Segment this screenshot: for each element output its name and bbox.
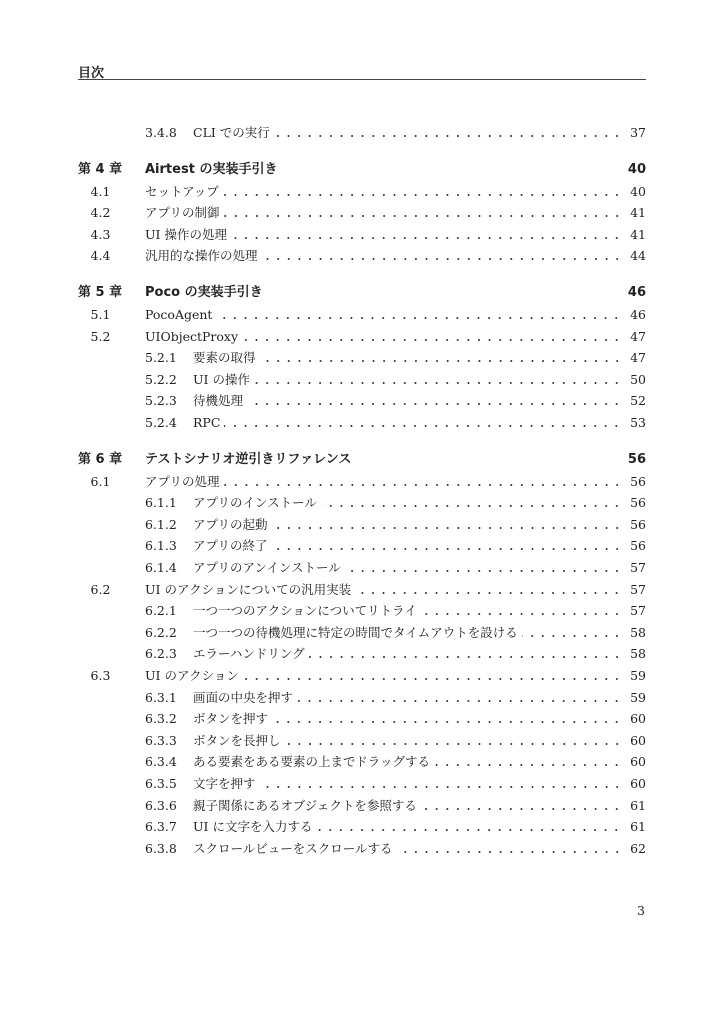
toc-entry-page: 57 <box>630 603 646 619</box>
toc-entry-title: 画面の中央を押す <box>193 689 294 705</box>
toc-entry-title: UI のアクション <box>145 668 239 683</box>
toc-entry-number: 第 4 章 <box>78 162 123 177</box>
toc-entry-subsection[interactable] <box>78 839 646 859</box>
toc-entry-page: 52 <box>630 393 646 409</box>
toc-entry-number: 4.3 <box>90 226 111 242</box>
toc-entry-page: 58 <box>630 624 646 640</box>
toc-entry-number: 6.3.8 <box>145 840 177 856</box>
toc-entry-section[interactable] <box>78 472 646 492</box>
toc-entry-title: アプリのインストール <box>193 495 317 511</box>
toc-entry-page: 60 <box>630 776 646 791</box>
dot-leader <box>421 804 622 814</box>
toc-entry-subsection[interactable] <box>78 709 646 729</box>
toc-entry-title: PocoAgent <box>145 307 213 322</box>
toc-entry-number: 6.1.4 <box>145 560 177 575</box>
dot-leader <box>272 717 622 727</box>
toc-entry-subsection[interactable] <box>78 370 646 390</box>
toc-entry-chapter[interactable] <box>78 450 646 470</box>
toc-entry-title: Airtest の実装手引き <box>145 162 278 177</box>
toc-entry-number: 6.3.7 <box>145 819 177 835</box>
toc-entry-number: 6.2.3 <box>145 646 177 662</box>
toc-entry-title: CLI での実行 <box>193 125 270 140</box>
toc-entry-title: アプリのアンインストール <box>193 560 341 575</box>
dot-leader <box>272 544 622 554</box>
toc-entry-number: 6.3.6 <box>145 797 177 813</box>
toc-entry-title: Poco の実装手引き <box>145 285 263 301</box>
dot-leader <box>272 523 622 533</box>
toc-entry-section[interactable] <box>78 666 646 686</box>
toc-entry-page: 61 <box>630 797 646 813</box>
toc-entry-subsection[interactable] <box>78 774 646 794</box>
toc-entry-section[interactable] <box>78 305 646 325</box>
page-number: 3 <box>637 903 645 918</box>
toc-entry-page: 37 <box>630 125 646 140</box>
dot-leader <box>434 760 622 770</box>
toc-entry-subsection[interactable] <box>78 123 646 143</box>
toc-entry-page: 56 <box>630 538 646 554</box>
dot-leader <box>223 190 622 200</box>
toc-entry-subsection[interactable] <box>78 623 646 643</box>
toc-entry-number: 5.2.3 <box>145 393 177 409</box>
toc-entry-page: 44 <box>630 248 646 264</box>
toc-entry-page: 61 <box>630 819 646 835</box>
toc-entry-title: アプリの終了 <box>193 538 268 554</box>
toc-entry-number: 5.2.1 <box>145 350 177 366</box>
toc-entry-number: 第 5 章 <box>78 285 123 301</box>
toc-entry-title: ボタンを長押し <box>193 732 281 748</box>
toc-entry-title: ある要素をある要素の上までドラッグする <box>193 754 431 770</box>
toc-entry-subsection[interactable] <box>78 348 646 368</box>
dot-leader <box>224 211 622 221</box>
toc-entry-page: 50 <box>630 371 646 387</box>
toc-entry-number: 6.2.2 <box>145 624 177 640</box>
toc-entry-number: 6.2.1 <box>145 603 177 619</box>
toc-entry-number: 6.3.4 <box>145 754 177 770</box>
header-title: 目次 <box>78 66 105 81</box>
toc-entry-number: 5.2.4 <box>145 415 177 430</box>
toc-entry-page: 41 <box>630 226 646 242</box>
toc-entry-page: 58 <box>630 646 646 662</box>
dot-leader <box>224 480 622 490</box>
toc-entry-chapter[interactable] <box>78 283 646 303</box>
toc-entry-number: 6.3 <box>90 668 111 683</box>
toc-entry-page: 59 <box>630 689 646 705</box>
dot-leader <box>345 566 622 576</box>
toc-entry-section[interactable] <box>78 182 646 202</box>
toc-entry-page: 53 <box>630 415 646 430</box>
toc-entry-title: UI に文字を入力する <box>193 819 313 835</box>
dot-leader <box>297 696 622 706</box>
toc-entry-section[interactable] <box>78 225 646 245</box>
toc-entry-title: アプリの制御 <box>145 205 220 221</box>
toc-entry-subsection[interactable] <box>78 391 646 411</box>
toc-entry-number: 第 6 章 <box>78 452 123 467</box>
toc-entry-page: 56 <box>630 495 646 511</box>
toc-entry-page: 60 <box>630 754 646 770</box>
toc-entry-title: 文字を押す <box>193 776 256 791</box>
toc-entry-title: スクロールビューをスクロールする <box>193 840 393 856</box>
toc-entry-title: 一つ一つの待機処理に特定の時間でタイムアウトを設ける <box>193 624 518 640</box>
toc-entry-subsection[interactable] <box>78 558 646 578</box>
dot-leader <box>231 233 622 243</box>
dot-leader <box>355 588 622 598</box>
toc-entry-title: ボタンを押す <box>193 711 269 727</box>
dot-leader <box>421 609 622 619</box>
toc-entry-subsection[interactable] <box>78 796 646 816</box>
toc-entry-page: 57 <box>630 560 646 575</box>
dot-leader <box>254 378 622 388</box>
toc-entry-title: 汎用的な操作の処理 <box>145 248 258 264</box>
toc-entry-title: UI 操作の処理 <box>145 226 227 242</box>
toc-entry-chapter[interactable] <box>78 160 646 180</box>
toc-entry-number: 6.3.5 <box>145 776 177 791</box>
toc-entry-title: 要素の取得 <box>193 350 256 366</box>
dot-leader <box>397 847 622 857</box>
dot-leader <box>260 782 622 792</box>
toc-entry-title: 待機処理 <box>193 393 244 409</box>
toc-entry-subsection[interactable] <box>78 515 646 535</box>
toc-entry-title: アプリの処理 <box>145 473 220 489</box>
toc-entry-section[interactable] <box>78 203 646 223</box>
toc-entry-section[interactable] <box>78 580 646 600</box>
toc-entry-page: 59 <box>630 668 646 683</box>
toc-entry-section[interactable] <box>78 327 646 347</box>
toc-entry-page: 57 <box>630 581 646 597</box>
dot-leader <box>216 313 622 323</box>
toc-entry-title: 一つ一つのアクションについてリトライ <box>193 603 417 619</box>
dot-leader <box>224 421 622 431</box>
toc-entry-subsection[interactable] <box>78 493 646 513</box>
toc-entry-number: 6.2 <box>90 581 111 597</box>
toc-entry-subsection[interactable] <box>78 688 646 708</box>
toc-entry-number: 5.2 <box>90 328 111 344</box>
toc-entry-title: RPC <box>193 415 221 430</box>
toc-entry-subsection[interactable] <box>78 536 646 556</box>
toc-entry-page: 56 <box>630 516 646 532</box>
toc-entry-subsection[interactable] <box>78 731 646 751</box>
toc-entry-number: 6.3.1 <box>145 689 177 705</box>
running-header <box>78 62 646 80</box>
toc-entry-number: 3.4.8 <box>145 125 177 140</box>
dot-leader <box>260 356 622 366</box>
toc-entry-number: 6.1.3 <box>145 538 177 554</box>
toc-entry-page: 56 <box>630 473 646 489</box>
dot-leader <box>316 825 622 835</box>
toc-entry-number: 6.1.1 <box>145 495 177 511</box>
dot-leader <box>285 739 622 749</box>
toc-entry-number: 4.2 <box>90 205 111 221</box>
toc-entry-page: 60 <box>630 732 646 748</box>
dot-leader <box>242 335 622 345</box>
toc-entry-number: 6.1.2 <box>145 516 177 532</box>
toc-entry-title: セットアップ <box>145 183 219 199</box>
dot-leader <box>262 254 622 264</box>
toc-entry-page: 47 <box>630 350 646 366</box>
toc-entry-subsection[interactable] <box>78 601 646 621</box>
toc-entry-number: 5.1 <box>90 307 111 322</box>
dot-leader <box>274 131 622 141</box>
toc-entry-number: 4.4 <box>90 248 111 264</box>
toc-entry-page: 41 <box>630 205 646 221</box>
toc-entry-title: UI のアクションについての汎用実装 <box>145 581 352 597</box>
toc-entry-page: 46 <box>630 307 646 322</box>
toc-entry-subsection[interactable] <box>78 752 646 772</box>
toc-entry-page: 62 <box>630 840 646 856</box>
toc-entry-title: 親子関係にあるオブジェクトを参照する <box>193 797 417 813</box>
toc-entry-section[interactable] <box>78 246 646 266</box>
toc-entry-number: 6.3.3 <box>145 732 177 748</box>
toc-entry-number: 5.2.2 <box>145 371 177 387</box>
toc-entry-title: エラーハンドリング <box>193 646 305 662</box>
toc-entry-title: UI の操作 <box>193 371 250 387</box>
toc-entry-page: 40 <box>630 183 646 199</box>
dot-leader <box>522 631 622 641</box>
toc-entry-number: 4.1 <box>90 183 111 199</box>
toc-entry-page: 46 <box>627 285 646 301</box>
dot-leader <box>247 399 622 409</box>
toc-entry-subsection[interactable] <box>78 644 646 664</box>
toc-entry-page: 60 <box>630 711 646 727</box>
toc-entry-page: 47 <box>630 328 646 344</box>
toc-entry-subsection[interactable] <box>78 413 646 433</box>
toc-entry-number: 6.1 <box>90 473 111 489</box>
toc-entry-page: 56 <box>627 452 646 467</box>
toc-entry-subsection[interactable] <box>78 817 646 837</box>
dot-leader <box>321 501 622 511</box>
dot-leader <box>309 652 622 662</box>
toc-entry-title: アプリの起動 <box>193 516 268 532</box>
toc-entry-title: UIObjectProxy <box>145 328 239 344</box>
toc-entry-title: テストシナリオ逆引きリファレンス <box>145 452 352 467</box>
dot-leader <box>243 674 622 684</box>
toc-entry-number: 6.3.2 <box>145 711 177 727</box>
toc-entry-page: 40 <box>627 162 646 177</box>
